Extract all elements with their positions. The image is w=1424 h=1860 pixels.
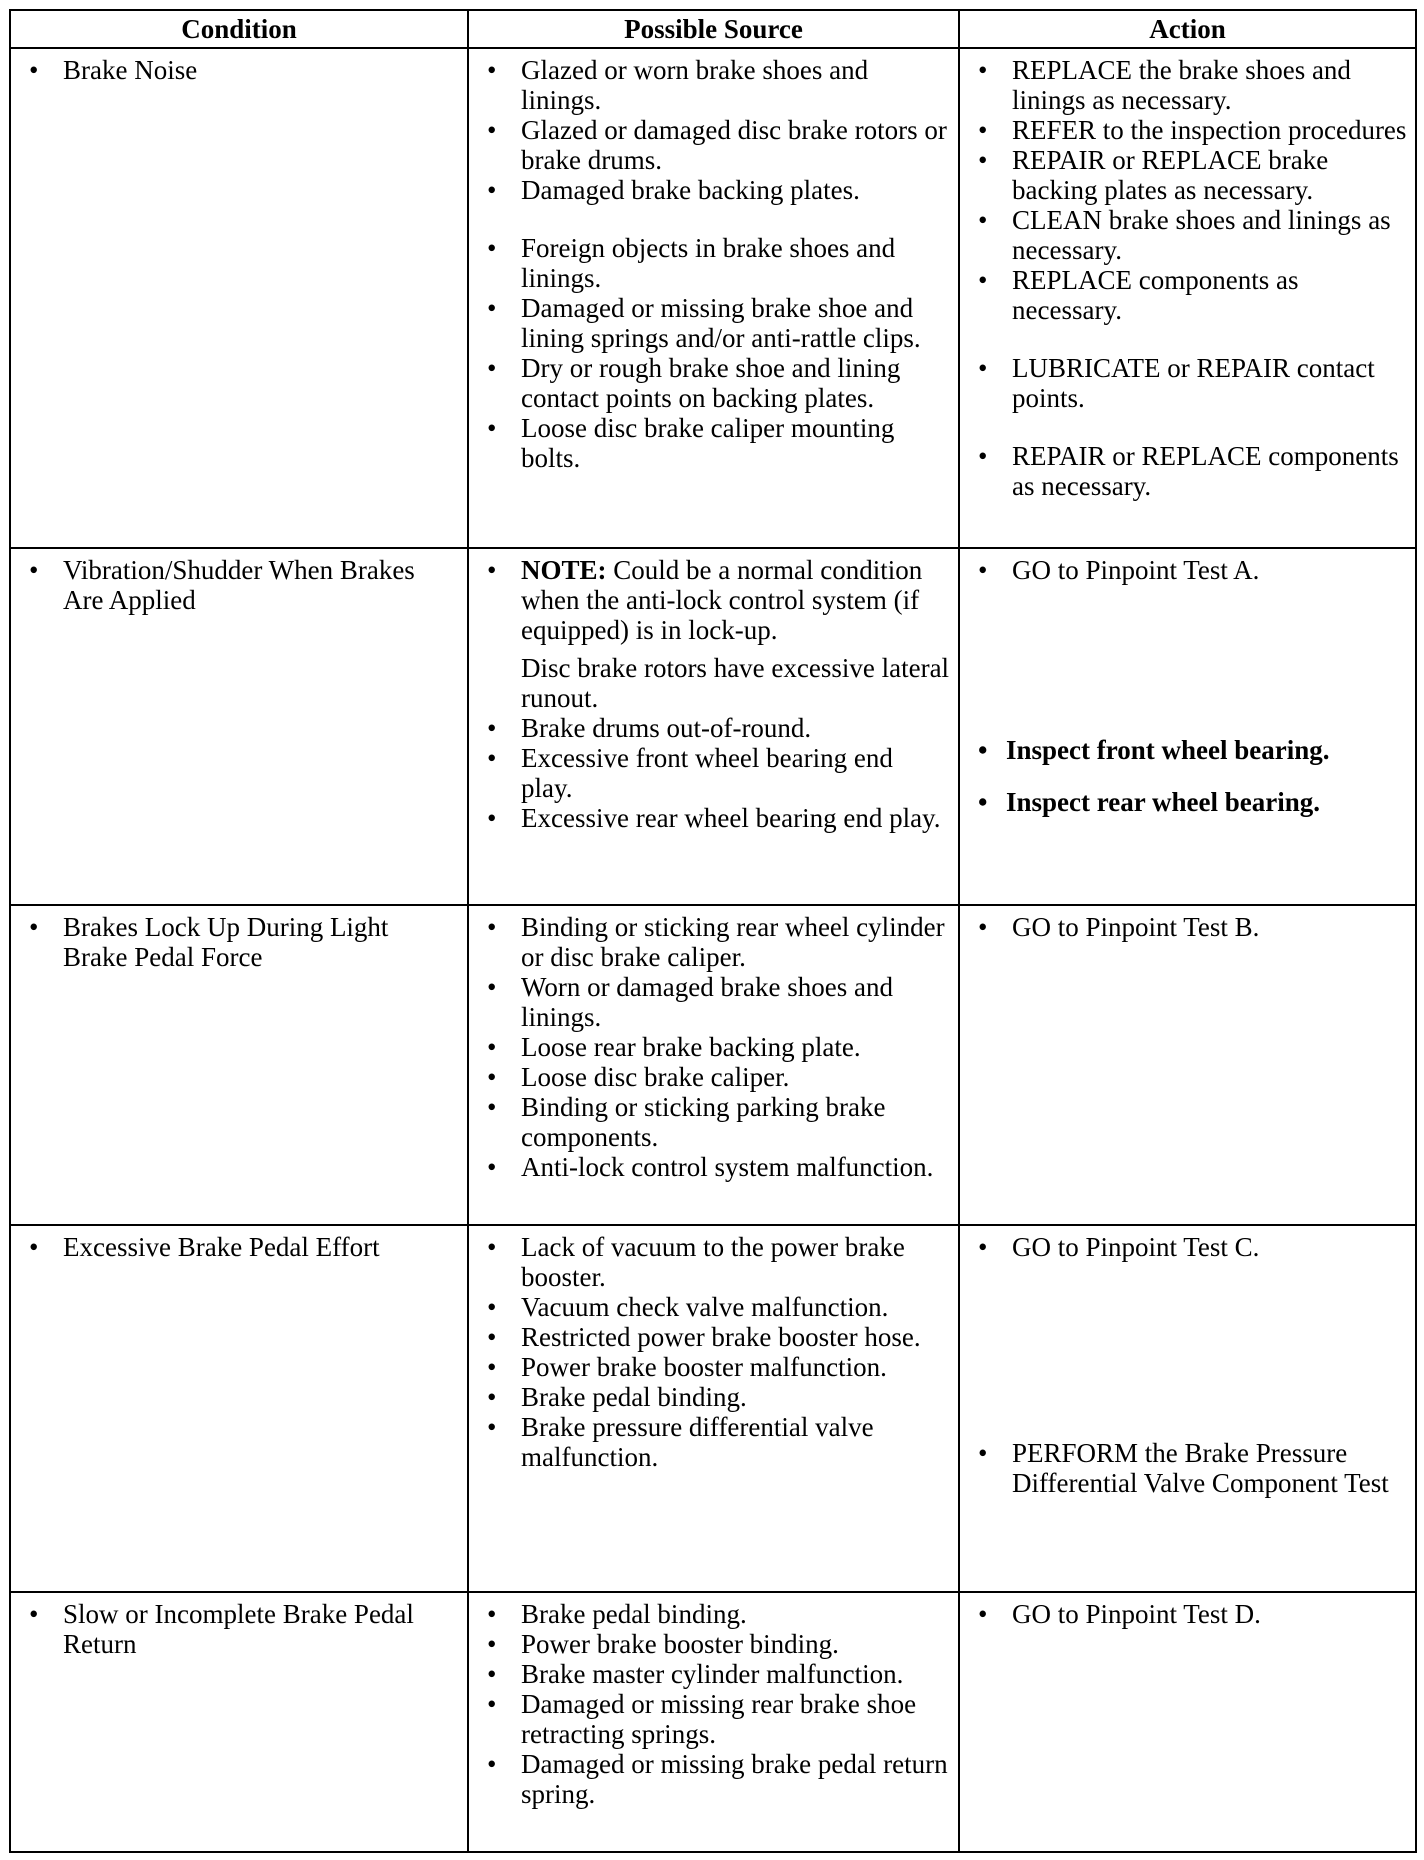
condition-cell — [10, 905, 468, 1225]
source-item: • Worn or damaged brake shoes and linings. — [487, 972, 893, 1032]
condition-item: • Excessive Brake Pedal Effort — [29, 1232, 380, 1262]
source-item: • Glazed or damaged disc brake rotors or brake drums. — [487, 115, 947, 175]
source-cell — [468, 548, 959, 905]
action-item: • Inspect rear wheel bearing. — [978, 787, 1320, 817]
condition-cell — [10, 48, 468, 548]
source-item: • Power brake booster binding. — [487, 1629, 839, 1659]
source-cell — [468, 48, 959, 548]
source-item: • Damaged brake backing plates. — [487, 175, 860, 205]
action-cell — [959, 548, 1416, 905]
action-cell — [959, 1592, 1416, 1852]
action-cell — [959, 1225, 1416, 1592]
source-item: • NOTE: Could be a normal condition when the anti-lock control system (if equipped) is in lock-up. — [487, 555, 923, 645]
source-item: • Glazed or worn brake shoes and linings. — [487, 55, 869, 115]
action-item: • CLEAN brake shoes and linings as necessary. — [978, 205, 1391, 265]
header-source: Possible Source — [468, 10, 959, 48]
action-item: • GO to Pinpoint Test A. — [978, 555, 1260, 585]
source-item: • Damaged or missing brake pedal return spring. — [487, 1749, 948, 1809]
action-item: • REPAIR or REPLACE components as necessary. — [978, 441, 1399, 501]
header-condition: Condition — [10, 10, 468, 48]
header-row — [10, 10, 1416, 48]
condition-cell — [10, 1225, 468, 1592]
condition-item: • Brake Noise — [29, 55, 198, 85]
source-cell — [468, 905, 959, 1225]
source-item: • Lack of vacuum to the power brake booster. — [487, 1232, 905, 1292]
diagnosis-table — [9, 9, 1417, 1853]
action-item: • REPLACE the brake shoes and linings as necessary. — [978, 55, 1351, 115]
table-row — [10, 548, 1416, 905]
source-item: • Loose disc brake caliper mounting bolts. — [487, 413, 895, 473]
source-item: • Binding or sticking rear wheel cylinder or disc brake caliper. — [487, 912, 945, 972]
table-row — [10, 1592, 1416, 1852]
source-item: • Power brake booster malfunction. — [487, 1352, 887, 1382]
table-row — [10, 48, 1416, 548]
header-action: Action — [959, 10, 1416, 48]
source-item: • Dry or rough brake shoe and lining contact points on backing plates. — [487, 353, 901, 413]
condition-item: • Vibration/Shudder When Brakes Are Applied — [29, 555, 415, 615]
condition-cell — [10, 548, 468, 905]
source-item: • Anti-lock control system malfunction. — [487, 1152, 934, 1182]
note-label: NOTE: — [521, 555, 607, 585]
source-item: • Brake pressure differential valve malfunction. — [487, 1412, 874, 1472]
action-item: • REPLACE components as necessary. — [978, 265, 1299, 325]
source-item: • Brake pedal binding. — [487, 1382, 747, 1412]
source-item: • Loose rear brake backing plate. — [487, 1032, 861, 1062]
action-item: • GO to Pinpoint Test D. — [978, 1599, 1261, 1629]
source-item: • Brake pedal binding. — [487, 1599, 747, 1629]
action-cell — [959, 48, 1416, 548]
source-cell — [468, 1225, 959, 1592]
action-item: • REFER to the inspection procedures — [978, 115, 1407, 145]
action-cell — [959, 905, 1416, 1225]
action-item: • Inspect front wheel bearing. — [978, 735, 1330, 765]
source-item: • Excessive front wheel bearing end play. — [487, 743, 893, 803]
source-item: • Damaged or missing rear brake shoe retracting springs. — [487, 1689, 917, 1749]
action-item: • PERFORM the Brake Pressure Differential Valve Component Test — [978, 1438, 1389, 1498]
action-item: • GO to Pinpoint Test C. — [978, 1232, 1260, 1262]
source-cell — [468, 1592, 959, 1852]
action-item: • REPAIR or REPLACE brake backing plates as necessary. — [978, 145, 1329, 205]
source-item: • Vacuum check valve malfunction. — [487, 1292, 889, 1322]
source-item: • Brake master cylinder malfunction. — [487, 1659, 904, 1689]
condition-item: • Slow or Incomplete Brake Pedal Return — [29, 1599, 414, 1659]
action-item: • LUBRICATE or REPAIR contact points. — [978, 353, 1375, 413]
source-item: Disc brake rotors have excessive lateral runout. — [521, 653, 950, 713]
table-row — [10, 905, 1416, 1225]
action-item: • GO to Pinpoint Test B. — [978, 912, 1260, 942]
source-item: • Loose disc brake caliper. — [487, 1062, 790, 1092]
condition-item: • Brakes Lock Up During Light Brake Pedal Force — [29, 912, 389, 972]
table-row — [10, 1225, 1416, 1592]
source-item: • Foreign objects in brake shoes and linings. — [487, 233, 896, 293]
source-item: • Restricted power brake booster hose. — [487, 1322, 921, 1352]
source-item: • Brake drums out-of-round. — [487, 713, 812, 743]
condition-cell — [10, 1592, 468, 1852]
source-item: • Damaged or missing brake shoe and lining springs and/or anti-rattle clips. — [487, 293, 921, 353]
source-item: • Binding or sticking parking brake components. — [487, 1092, 886, 1152]
source-item: • Excessive rear wheel bearing end play. — [487, 803, 941, 833]
